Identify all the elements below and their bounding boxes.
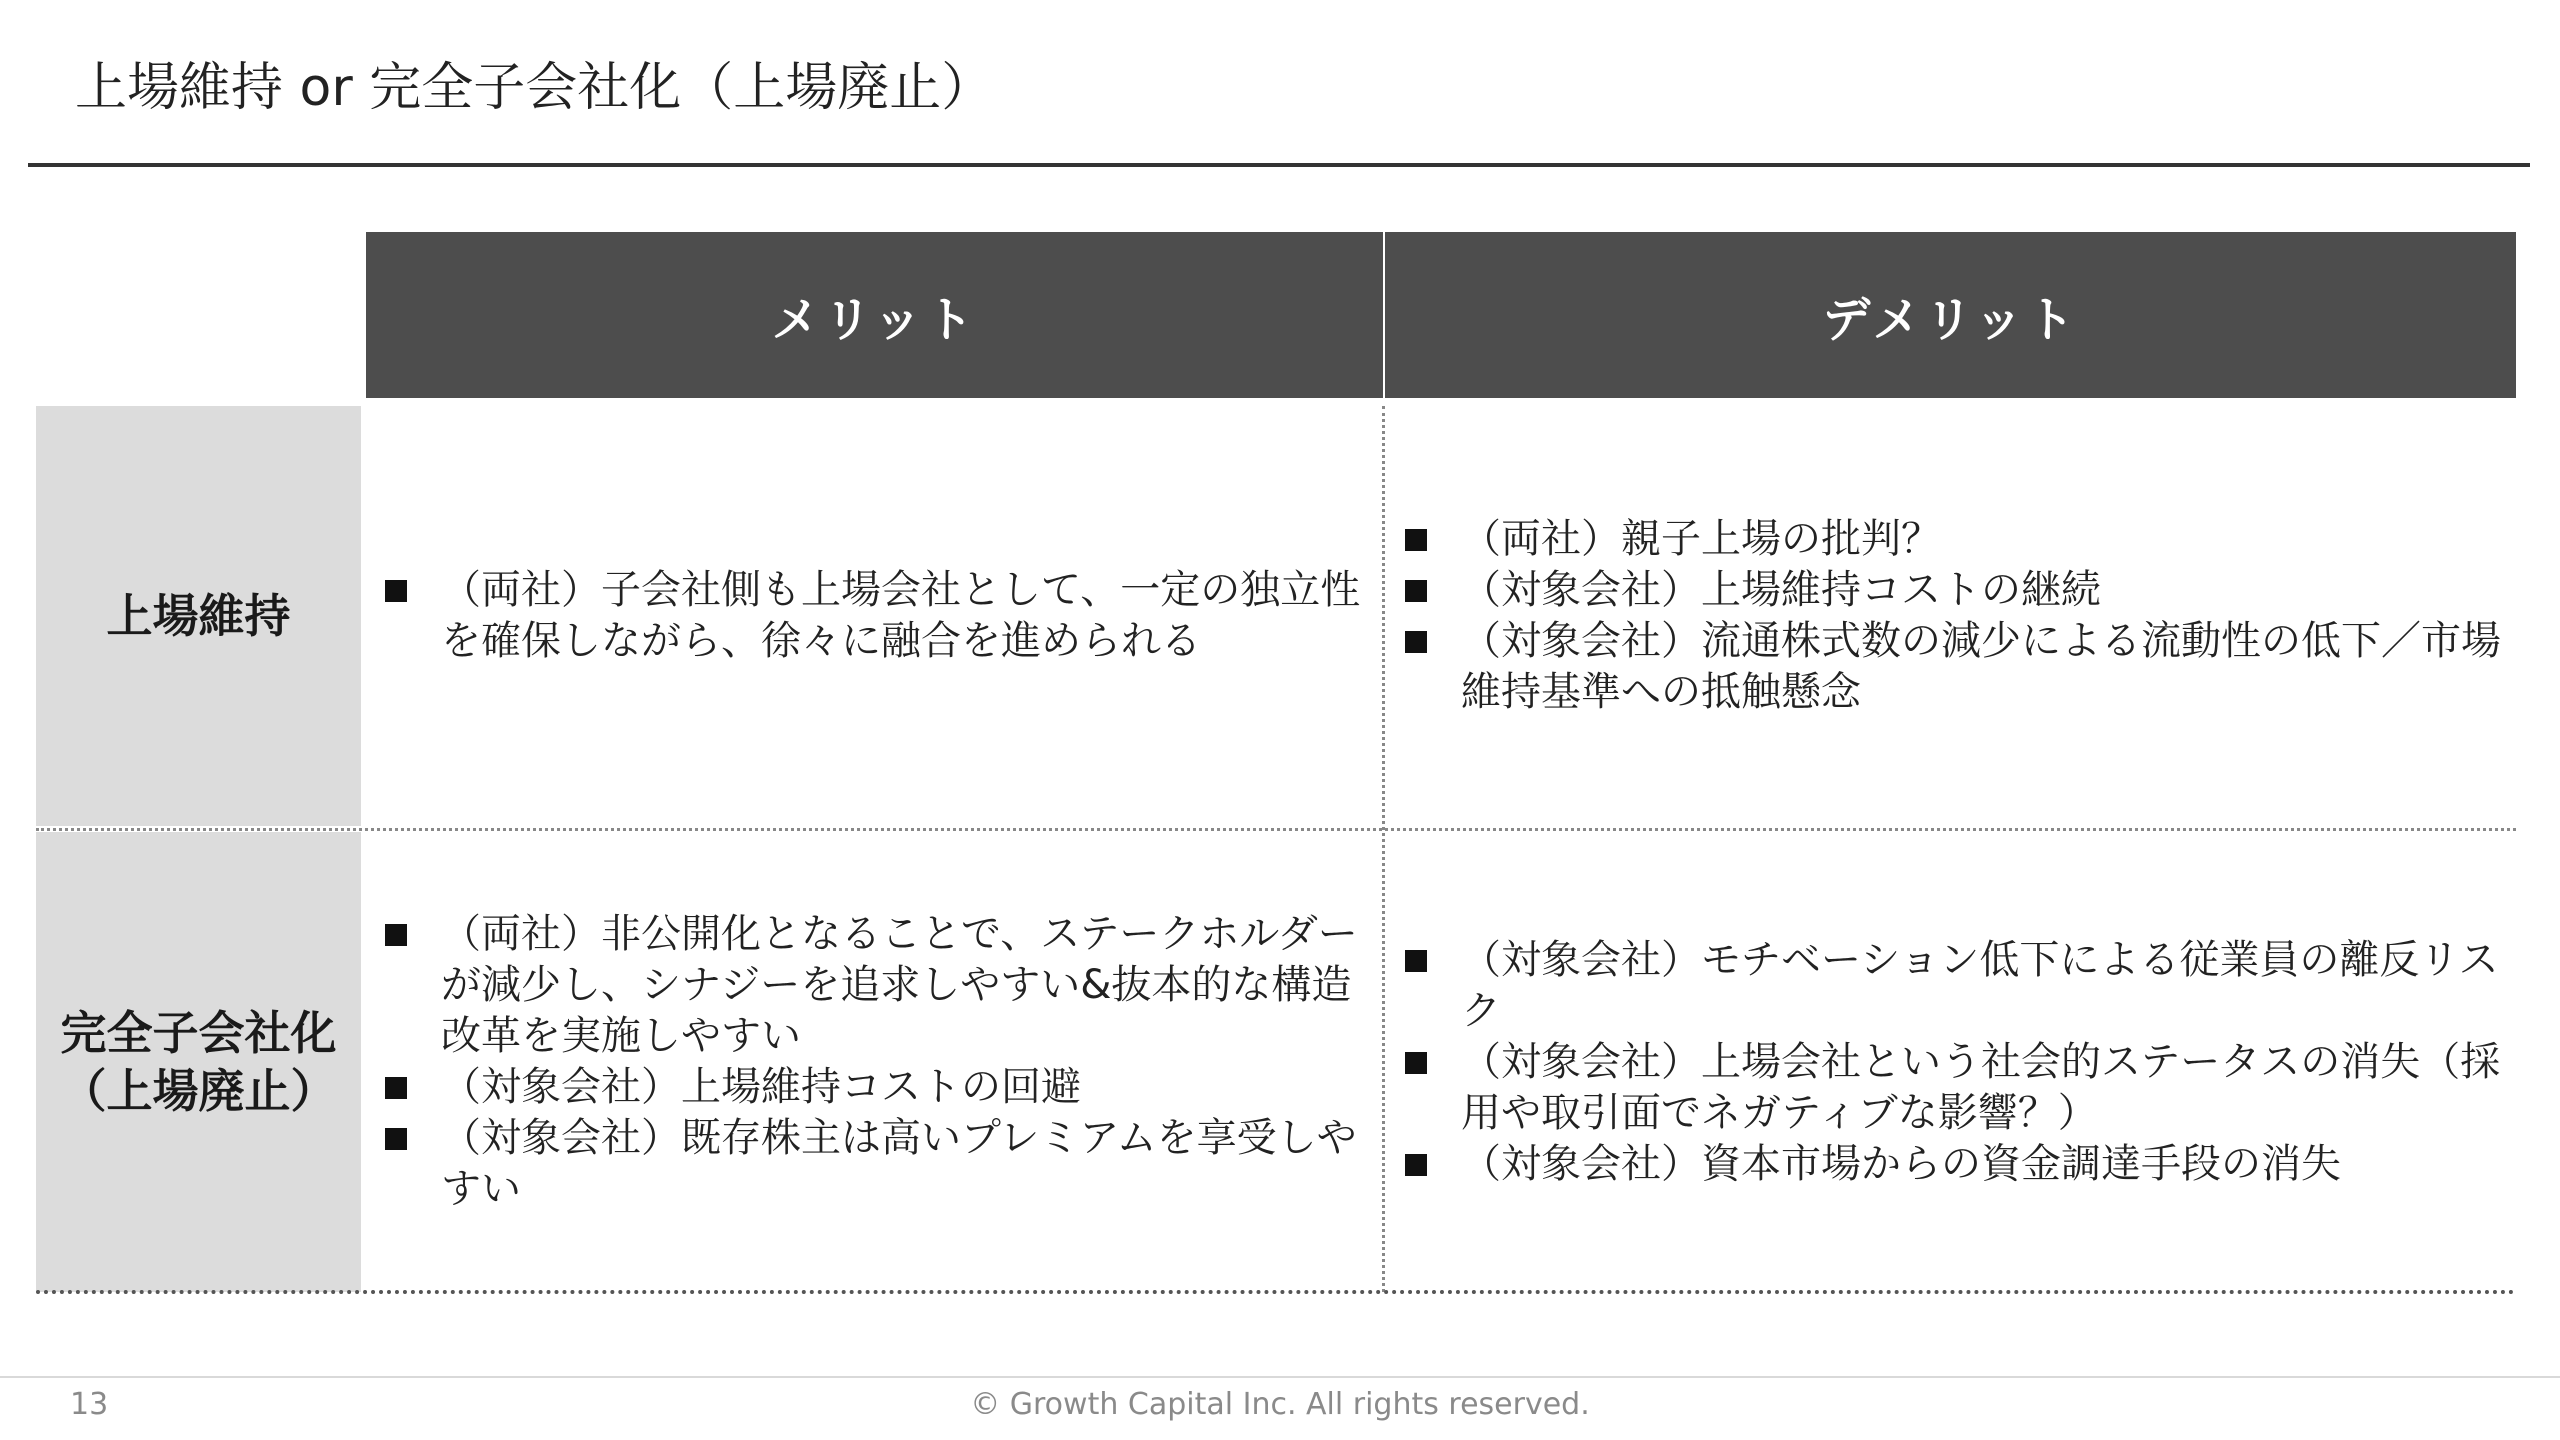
- list-item: [1401, 1139, 2511, 1190]
- copyright-notice: © Growth Capital Inc. All rights reserved.: [970, 1387, 1590, 1422]
- row-label-subtext: （上場廃止）: [60, 1064, 337, 1118]
- square-bullet-icon: [1405, 1154, 1427, 1176]
- header-merit: メリット: [366, 232, 1383, 398]
- row-label-full-subsidiary: [36, 832, 361, 1292]
- square-bullet-icon: [385, 924, 407, 946]
- table-bottom-border: [36, 1290, 2516, 1294]
- merit-list: [381, 909, 1376, 1215]
- list-item-text: （対象会社）流通株式数の減少による流動性の低下／市場維持基準への抵触懸念: [1461, 618, 2501, 715]
- page-number: 13: [70, 1387, 109, 1422]
- list-item: [381, 1113, 1376, 1215]
- list-item: [1401, 616, 2511, 718]
- square-bullet-icon: [385, 1128, 407, 1150]
- row-label-text: 上場維持: [106, 589, 291, 643]
- cell-keep-listing-merits: [381, 406, 1376, 826]
- demerit-list: [1401, 514, 2511, 718]
- list-item: [381, 909, 1376, 1062]
- header-demerit: デメリット: [1385, 232, 2516, 398]
- square-bullet-icon: [1405, 1052, 1427, 1074]
- square-bullet-icon: [385, 1077, 407, 1099]
- list-item: [381, 1062, 1376, 1113]
- demerit-list: [1401, 935, 2511, 1190]
- cell-keep-listing-demerits: [1401, 406, 2511, 826]
- list-item: [381, 565, 1376, 667]
- list-item-text: （両社）非公開化となることで、ステークホルダーが減少し、シナジーを追求しやすい&抜本的な構造改革を実施しやすい: [441, 911, 1358, 1059]
- slide-title: 上場維持 or 完全子会社化（上場廃止）: [75, 58, 994, 118]
- square-bullet-icon: [1405, 529, 1427, 551]
- row-label-text: 完全子会社化: [60, 1006, 337, 1060]
- cell-full-subsidiary-demerits: [1401, 832, 2511, 1292]
- square-bullet-icon: [1405, 950, 1427, 972]
- footer-divider: [0, 1376, 2560, 1378]
- square-bullet-icon: [1405, 580, 1427, 602]
- cell-full-subsidiary-merits: [381, 832, 1376, 1292]
- title-divider: [28, 163, 2530, 167]
- list-item: [1401, 935, 2511, 1037]
- list-item-text: （対象会社）上場維持コストの継続: [1461, 567, 2101, 613]
- list-item-text: （両社）親子上場の批判？: [1461, 516, 1941, 562]
- comparison-table: [36, 232, 2516, 1294]
- row-divider: [36, 828, 2516, 831]
- column-divider: [1382, 406, 1385, 1292]
- list-item-text: （両社）子会社側も上場会社として、一定の独立性を確保しながら、徐々に融合を進められる: [441, 567, 1361, 664]
- square-bullet-icon: [1405, 631, 1427, 653]
- list-item-text: （対象会社）上場維持コストの回避: [441, 1064, 1081, 1110]
- list-item-text: （対象会社）上場会社という社会的ステータスの消失（採用や取引面でネガティブな影響？）: [1461, 1038, 2501, 1136]
- row-label-keep-listing: [36, 406, 361, 826]
- list-item: [1401, 514, 2511, 565]
- list-item: [1401, 565, 2511, 616]
- list-item-text: （対象会社）既存株主は高いプレミアムを享受しやすい: [441, 1115, 1357, 1212]
- list-item-text: （対象会社）モチベーション低下による従業員の離反リスク: [1461, 936, 2499, 1034]
- square-bullet-icon: [385, 580, 407, 602]
- merit-list: [381, 565, 1376, 667]
- list-item: [1401, 1037, 2511, 1139]
- list-item-text: （対象会社）資本市場からの資金調達手段の消失: [1461, 1140, 2341, 1187]
